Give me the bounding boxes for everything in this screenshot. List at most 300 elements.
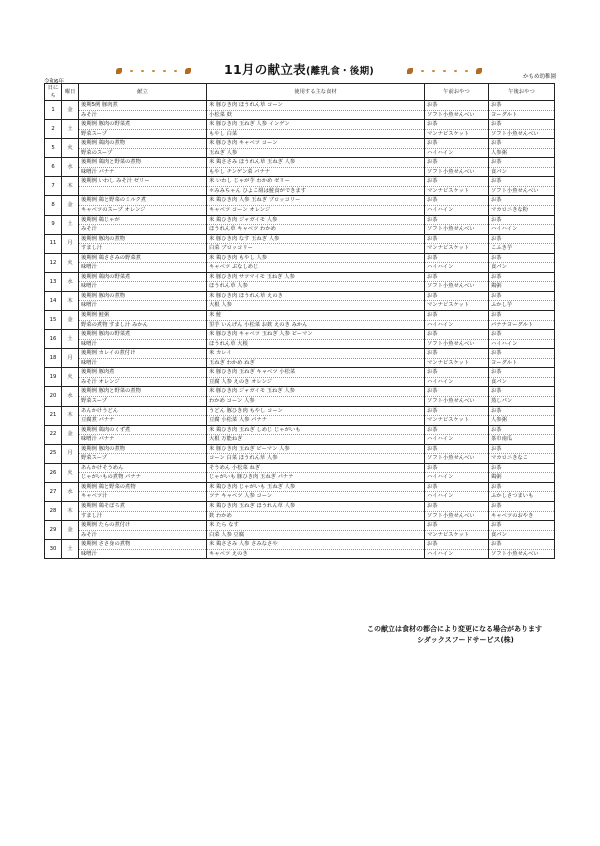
date-cell: 5 <box>45 139 62 158</box>
weekday-cell: 土 <box>62 120 79 139</box>
pm-snack-cell: ハイハイン <box>489 225 555 235</box>
table-row <box>45 234 555 244</box>
table-row <box>45 416 555 426</box>
am-drink-cell: お茶 <box>425 444 489 454</box>
weekday-cell: 木 <box>62 501 79 520</box>
date-cell: 19 <box>45 368 62 387</box>
table-row <box>45 396 555 406</box>
ingredients-side-cell: ほうれん草 大根 <box>207 339 425 349</box>
ingredients-side-cell: コーン 白菜 ほうれん草 人参 <box>207 454 425 464</box>
ingredients-side-cell: 豆腐 人参 えのき オレンジ <box>207 377 425 387</box>
menu-table <box>44 83 555 559</box>
pm-drink-cell: お茶 <box>489 463 555 473</box>
menu-main-cell: 後期例 カレイの煮付け <box>79 349 207 359</box>
am-drink-cell: お茶 <box>425 215 489 225</box>
ingredients-main-cell: 米 豚ひき肉 玉ねぎ 人参 インゲン <box>207 120 425 130</box>
ingredients-main-cell: そうめん 小松菜 ねぎ <box>207 463 425 473</box>
ingredients-side-cell: 大根 万能ねぎ <box>207 435 425 445</box>
table-row <box>45 244 555 254</box>
am-drink-cell: お茶 <box>425 501 489 511</box>
menu-main-cell: 後期例 いわし みそ汁 ゼリー <box>79 177 207 187</box>
pm-drink-cell: お茶 <box>489 215 555 225</box>
am-snack-cell: マンナビスケット <box>425 301 489 311</box>
ingredients-main-cell: 米 鶏ひき肉 じゃがいも 玉ねぎ 人参 <box>207 482 425 492</box>
am-snack-cell: ハイハイン <box>425 320 489 330</box>
table-row <box>45 540 555 550</box>
ingredients-side-cell: キャベツ コーン オレンジ <box>207 206 425 216</box>
ingredients-side-cell: キャベツ えのき <box>207 549 425 559</box>
table-header-row <box>45 84 555 101</box>
ingredients-main-cell: 米 鶏ささみ ほうれん草 玉ねぎ 人参 <box>207 158 425 168</box>
am-snack-cell: ソフト小魚せんべい <box>425 225 489 235</box>
pm-snack-cell: キャベツのおやき <box>489 511 555 521</box>
pm-drink-cell: お茶 <box>489 291 555 301</box>
menu-side-cell: 味噌汁 <box>79 549 207 559</box>
table-row <box>45 272 555 282</box>
table-row <box>45 282 555 292</box>
ingredients-side-cell: 里芋 いんげん 小松菜 お麸 えのき みかん <box>207 320 425 330</box>
pm-drink-cell: お茶 <box>489 349 555 359</box>
weekday-cell: 金 <box>62 196 79 215</box>
date-cell: 11 <box>45 234 62 253</box>
pm-snack-cell: ヨーグルト <box>489 358 555 368</box>
weekday-cell: 水 <box>62 272 79 291</box>
col-am-snack: 午前おやつ <box>425 84 489 101</box>
pm-snack-cell: 鶏粥 <box>489 282 555 292</box>
am-snack-cell: ソフト小魚せんべい <box>425 511 489 521</box>
pm-snack-cell: マカロニきな粉 <box>489 206 555 216</box>
ingredients-side-cell: 玉ねぎ わかめ ねぎ <box>207 358 425 368</box>
am-snack-cell: マンナビスケット <box>425 129 489 139</box>
menu-main-cell: あんかけそうめん <box>79 463 207 473</box>
am-snack-cell: ハイハイン <box>425 377 489 387</box>
table-row <box>45 358 555 368</box>
weekday-cell: 火 <box>62 368 79 387</box>
pm-drink-cell: お茶 <box>489 101 555 111</box>
table-row <box>45 377 555 387</box>
pm-drink-cell: お茶 <box>489 139 555 149</box>
menu-side-cell: 味噌汁 バナナ <box>79 435 207 445</box>
pm-snack-cell: 人参粥 <box>489 416 555 426</box>
title-text: 11月の献立表 <box>223 62 306 77</box>
menu-side-cell: キャベツ汁 <box>79 492 207 502</box>
menu-side-cell: すまし汁 <box>79 244 207 254</box>
leaf-decoration-icon <box>407 66 482 76</box>
date-cell: 14 <box>45 291 62 310</box>
menu-side-cell: 味噌汁 <box>79 263 207 273</box>
table-row <box>45 263 555 273</box>
menu-side-cell: 野菜の煮物 すまし汁 みかん <box>79 320 207 330</box>
table-row <box>45 148 555 158</box>
am-snack-cell: ハイハイン <box>425 206 489 216</box>
date-cell: 8 <box>45 196 62 215</box>
menu-main-cell: 後期例 鶏肉と野菜の煮物 <box>79 158 207 168</box>
table-row <box>45 549 555 559</box>
menu-side-cell: 野菜スープ <box>79 129 207 139</box>
am-drink-cell: お茶 <box>425 311 489 321</box>
pm-snack-cell: バナナヨーグルト <box>489 320 555 330</box>
menu-side-cell: みそ汁 オレンジ <box>79 377 207 387</box>
pm-snack-cell: 食パン <box>489 263 555 273</box>
am-drink-cell: お茶 <box>425 158 489 168</box>
ingredients-main-cell: 米 鶏ひき肉 ジャガイモ 人参 <box>207 215 425 225</box>
ingredients-side-cell: ほうれん草 キャベツ わかめ <box>207 225 425 235</box>
ingredients-main-cell: 米 豚ひき肉 ほうれん草 えのき <box>207 291 425 301</box>
date-cell: 1 <box>45 101 62 120</box>
table-row <box>45 167 555 177</box>
table-row <box>45 320 555 330</box>
change-notice: この献立は食材の都合により変更になる場合があります <box>367 625 542 633</box>
weekday-cell: 月 <box>62 349 79 368</box>
ingredients-main-cell: 米 豚ひき肉 玉ねぎ キャベツ 小松菜 <box>207 368 425 378</box>
table-row <box>45 425 555 435</box>
weekday-cell: 水 <box>62 482 79 501</box>
am-drink-cell: お茶 <box>425 253 489 263</box>
am-drink-cell: お茶 <box>425 463 489 473</box>
ingredients-main-cell: 米 カレイ <box>207 349 425 359</box>
am-drink-cell: お茶 <box>425 196 489 206</box>
table-row <box>45 349 555 359</box>
ingredients-side-cell: 白菜 ブロッコリー <box>207 244 425 254</box>
table-row <box>45 225 555 235</box>
title-subtitle: (離乳食・後期) <box>305 66 375 77</box>
menu-side-cell <box>79 186 207 196</box>
menu-side-cell: キャベツのスープ オレンジ <box>79 206 207 216</box>
am-snack-cell: マンナビスケット <box>425 358 489 368</box>
table-row <box>45 196 555 206</box>
pm-drink-cell: お茶 <box>489 158 555 168</box>
ingredients-main-cell: 米 鮭 <box>207 311 425 321</box>
am-drink-cell: お茶 <box>425 234 489 244</box>
date-cell: 6 <box>45 158 62 177</box>
am-snack-cell: ソフト小魚せんべい <box>425 396 489 406</box>
table-row <box>45 120 555 130</box>
weekday-cell: 火 <box>62 253 79 272</box>
weekday-cell: 土 <box>62 215 79 234</box>
date-cell: 26 <box>45 463 62 482</box>
menu-side-cell: 野菜のスープ <box>79 148 207 158</box>
table-row <box>45 444 555 454</box>
ingredients-side-cell: 豆腐 小松菜 人参 バナナ <box>207 416 425 426</box>
pm-drink-cell: お茶 <box>489 425 555 435</box>
date-cell: 9 <box>45 215 62 234</box>
menu-main-cell: 後期例 豚肉の煮物 <box>79 234 207 244</box>
am-snack-cell: ハイハイン <box>425 263 489 273</box>
ingredients-main-cell: 米 豚ひき肉 サツマイモ 玉ねぎ 人参 <box>207 272 425 282</box>
menu-main-cell: 後期例 豚肉と野菜の煮物 <box>79 387 207 397</box>
table-row <box>45 101 555 111</box>
ingredients-side-cell: ツナ キャベツ 人参 コーン <box>207 492 425 502</box>
weekday-cell: 金 <box>62 521 79 540</box>
am-drink-cell: お茶 <box>425 330 489 340</box>
table-row <box>45 454 555 464</box>
company-name: シダックスフードサービス(株) <box>417 636 514 644</box>
pm-drink-cell: お茶 <box>489 501 555 511</box>
weekday-cell: 月 <box>62 234 79 253</box>
date-cell: 22 <box>45 425 62 444</box>
ingredients-main-cell: 米 豚ひき肉 ほうれん草 コーン <box>207 101 425 111</box>
table-row <box>45 253 555 263</box>
pm-drink-cell: お茶 <box>489 482 555 492</box>
menu-side-cell: 味噌汁 <box>79 301 207 311</box>
pm-snack-cell: ソフト小魚せんべい <box>489 186 555 196</box>
am-drink-cell: お茶 <box>425 482 489 492</box>
menu-main-cell: 後期例 鶏肉のくず煮 <box>79 425 207 435</box>
table-row <box>45 435 555 445</box>
pm-snack-cell: ソフト小魚せんべい <box>489 549 555 559</box>
ingredients-side-cell: じゃがいも 豚ひき肉 玉ねぎ バナナ <box>207 473 425 483</box>
ingredients-main-cell: 米 豚ひき肉 ジャガイモ 玉ねぎ 人参 <box>207 387 425 397</box>
table-row <box>45 492 555 502</box>
ingredients-main-cell: 米 鶏ひき肉 玉ねぎ しめじ じゃがいも <box>207 425 425 435</box>
pm-drink-cell: お茶 <box>489 406 555 416</box>
table-row <box>45 110 555 120</box>
table-row <box>45 206 555 216</box>
date-cell: 30 <box>45 540 62 559</box>
weekday-cell: 火 <box>62 139 79 158</box>
am-snack-cell: マンナビスケット <box>425 416 489 426</box>
table-row <box>45 387 555 397</box>
menu-main-cell: 後期例 たらの煮付け <box>79 521 207 531</box>
menu-side-cell: すまし汁 <box>79 511 207 521</box>
table-row <box>45 139 555 149</box>
menu-side-cell: 野菜スープ <box>79 396 207 406</box>
weekday-cell: 木 <box>62 177 79 196</box>
menu-main-cell: 後期例 鶏肉の野菜煮 <box>79 272 207 282</box>
pm-snack-cell: 人参粥 <box>489 148 555 158</box>
am-snack-cell: ハイハイン <box>425 148 489 158</box>
ingredients-main-cell: 米 たら なす <box>207 521 425 531</box>
am-snack-cell: マンナビスケット <box>425 244 489 254</box>
am-drink-cell: お茶 <box>425 368 489 378</box>
pm-snack-cell: ふかし芋 <box>489 301 555 311</box>
menu-side-cell: 味噌汁 <box>79 339 207 349</box>
am-drink-cell: お茶 <box>425 139 489 149</box>
am-snack-cell: ソフト小魚せんべい <box>425 454 489 464</box>
date-cell: 18 <box>45 349 62 368</box>
pm-drink-cell: お茶 <box>489 177 555 187</box>
ingredients-main-cell: 米 鶏ひき肉 玉ねぎ ほうれん草 人参 <box>207 501 425 511</box>
table-row <box>45 368 555 378</box>
weekday-cell: 金 <box>62 101 79 120</box>
date-cell: 15 <box>45 311 62 330</box>
table-row <box>45 406 555 416</box>
ingredients-main-cell: 米 豚ひき肉 キャベツ 玉ねぎ 人参 ピーマン <box>207 330 425 340</box>
pm-snack-cell: 食パン <box>489 167 555 177</box>
pm-drink-cell: お茶 <box>489 368 555 378</box>
date-cell: 2 <box>45 120 62 139</box>
menu-main-cell: 後期例 鶏肉の煮物 <box>79 139 207 149</box>
pm-drink-cell: お茶 <box>489 120 555 130</box>
date-cell: 7 <box>45 177 62 196</box>
ingredients-main-cell: 米 鶏ささみ 人参 さみなさや <box>207 540 425 550</box>
pm-snack-cell: 鶏粥 <box>489 473 555 483</box>
weekday-cell: 金 <box>62 311 79 330</box>
menu-side-cell: みそ汁 <box>79 225 207 235</box>
ingredients-main-cell: 米 豚ひき肉 なす 玉ねぎ 人参 <box>207 234 425 244</box>
am-drink-cell: お茶 <box>425 101 489 111</box>
pm-drink-cell: お茶 <box>489 253 555 263</box>
ingredients-side-cell: 白菜 人参 豆腐 <box>207 530 425 540</box>
am-snack-cell: ソフト小魚せんべい <box>425 339 489 349</box>
table-row <box>45 530 555 540</box>
date-cell: 16 <box>45 330 62 349</box>
table-row <box>45 339 555 349</box>
footer-note <box>367 624 542 646</box>
ingredients-side-cell: 大根 人参 <box>207 301 425 311</box>
date-cell: 12 <box>45 253 62 272</box>
table-row <box>45 501 555 511</box>
table-row <box>45 330 555 340</box>
pm-snack-cell: ヨーグルト <box>489 110 555 120</box>
am-snack-cell: マンナビスケット <box>425 530 489 540</box>
am-snack-cell: ハイハイン <box>425 492 489 502</box>
table-row <box>45 311 555 321</box>
ingredients-side-cell: 麸 わかめ <box>207 511 425 521</box>
menu-main-cell: 後期例 豚肉の野菜煮 <box>79 120 207 130</box>
date-cell: 20 <box>45 387 62 406</box>
weekday-cell: 木 <box>62 291 79 310</box>
menu-main-cell: 後期例 鶏ささみの野菜煮 <box>79 253 207 263</box>
menu-main-cell: 後期例 鶏と野菜の煮物 <box>79 482 207 492</box>
menu-main-cell: 後期例 鶏じゃが <box>79 215 207 225</box>
am-snack-cell: ソフト小魚せんべい <box>425 167 489 177</box>
am-drink-cell: お茶 <box>425 521 489 531</box>
pm-drink-cell: お茶 <box>489 521 555 531</box>
weekday-cell: 水 <box>62 158 79 177</box>
table-row <box>45 473 555 483</box>
ingredients-main-cell: 米 豚ひき肉 キャベツ コーン <box>207 139 425 149</box>
col-menu: 献立 <box>79 84 207 101</box>
ingredients-main-cell: 米 豚ひき肉 玉ねぎ ピーマン 人参 <box>207 444 425 454</box>
date-cell: 28 <box>45 501 62 520</box>
ingredients-side-cell: もやし 白菜 <box>207 129 425 139</box>
menu-main-cell: 後期例 鶏と野菜のミルク煮 <box>79 196 207 206</box>
era-label: 令和6年 <box>44 79 64 85</box>
am-snack-cell: ハイハイン <box>425 549 489 559</box>
menu-side-cell: みそ汁 <box>79 110 207 120</box>
title-row <box>44 60 554 82</box>
pm-drink-cell: お茶 <box>489 444 555 454</box>
menu-main-cell: 後期例 豚肉の煮物 <box>79 291 207 301</box>
table-row <box>45 291 555 301</box>
date-cell: 13 <box>45 272 62 291</box>
table-row <box>45 215 555 225</box>
menu-main-cell: 後期例 鶏そぼろ煮 <box>79 501 207 511</box>
weekday-cell: 土 <box>62 330 79 349</box>
col-dow: 曜日 <box>62 84 79 101</box>
table-row <box>45 158 555 168</box>
am-snack-cell: マンナビスケット <box>425 186 489 196</box>
menu-main-cell: 後期例 豚肉煮 <box>79 368 207 378</box>
menu-side-cell: 味噌汁 <box>79 358 207 368</box>
table-row <box>45 186 555 196</box>
table-row <box>45 511 555 521</box>
date-cell: 25 <box>45 444 62 463</box>
weekday-cell: 土 <box>62 540 79 559</box>
weekday-cell: 金 <box>62 425 79 444</box>
am-snack-cell: ソフト小魚せんべい <box>425 282 489 292</box>
ingredients-side-cell: 玉ねぎ 人参 <box>207 148 425 158</box>
ingredients-main-cell: うどん 豚ひき肉 もやし コーン <box>207 406 425 416</box>
weekday-cell: 木 <box>62 406 79 425</box>
pm-drink-cell: お茶 <box>489 234 555 244</box>
weekday-cell: 月 <box>62 444 79 463</box>
ingredients-main-cell: 米 いわし じゃが芋 わかめ ゼリー <box>207 177 425 187</box>
menu-main-cell: 後期例 豚肉の野菜煮 <box>79 330 207 340</box>
pm-snack-cell: 蒸しパン <box>489 396 555 406</box>
table-row <box>45 521 555 531</box>
menu-side-cell: 味噌汁 <box>79 282 207 292</box>
ingredients-side-cell: わかめ コーン 人参 <box>207 396 425 406</box>
menu-side-cell: 豆腐煮 バナナ <box>79 416 207 426</box>
am-drink-cell: お茶 <box>425 406 489 416</box>
pm-snack-cell: 食パン <box>489 377 555 387</box>
date-cell: 27 <box>45 482 62 501</box>
table-row <box>45 463 555 473</box>
pm-snack-cell: 食パン <box>489 530 555 540</box>
ingredients-side-cell: キャベツ ぶなしめじ <box>207 263 425 273</box>
am-snack-cell: ハイハイン <box>425 435 489 445</box>
menu-side-cell: 野菜スープ <box>79 454 207 464</box>
am-drink-cell: お茶 <box>425 291 489 301</box>
table-row <box>45 129 555 139</box>
pm-drink-cell: お茶 <box>489 272 555 282</box>
am-drink-cell: お茶 <box>425 387 489 397</box>
pm-snack-cell: ふかしさつまいも <box>489 492 555 502</box>
ingredients-main-cell: 米 鶏ひき肉 人参 玉ねぎ ブロッコリー <box>207 196 425 206</box>
am-drink-cell: お茶 <box>425 349 489 359</box>
menu-main-cell: 後期例 鮭粥 <box>79 311 207 321</box>
am-drink-cell: お茶 <box>425 120 489 130</box>
menu-main-cell: 後期例 ささ身の煮物 <box>79 540 207 550</box>
ingredients-side-cell: もやし チンゲン菜 バナナ <box>207 167 425 177</box>
menu-main-cell: 後期5例 豚肉煮 <box>79 101 207 111</box>
pm-snack-cell: こふき芋 <box>489 244 555 254</box>
col-pm-snack: 午後おやつ <box>489 84 555 101</box>
pm-snack-cell: ハイハイン <box>489 339 555 349</box>
school-name: かもめ幼稚園 <box>522 74 556 80</box>
ingredients-side-cell: ほうれん草 人参 <box>207 282 425 292</box>
am-drink-cell: お茶 <box>425 425 489 435</box>
table-row <box>45 177 555 187</box>
pm-drink-cell: お茶 <box>489 311 555 321</box>
am-snack-cell: ハイハイン <box>425 473 489 483</box>
am-snack-cell: ソフト小魚せんべい <box>425 110 489 120</box>
menu-main-cell: あんかけうどん <box>79 406 207 416</box>
ingredients-side-cell: ＊みみちゃん ひよこ組は鮭食ができます <box>207 186 425 196</box>
menu-side-cell: みそ汁 <box>79 530 207 540</box>
pm-drink-cell: お茶 <box>489 387 555 397</box>
pm-snack-cell: 茶巾南瓜 <box>489 435 555 445</box>
pm-snack-cell: ソフト小魚せんべい <box>489 129 555 139</box>
am-drink-cell: お茶 <box>425 540 489 550</box>
date-cell: 29 <box>45 521 62 540</box>
pm-snack-cell: マカロニきなこ <box>489 454 555 464</box>
menu-main-cell: 後期例 豚肉の煮物 <box>79 444 207 454</box>
date-cell: 21 <box>45 406 62 425</box>
pm-drink-cell: お茶 <box>489 196 555 206</box>
weekday-cell: 水 <box>62 387 79 406</box>
ingredients-side-cell: 小松菜 麸 <box>207 110 425 120</box>
weekday-cell: 火 <box>62 463 79 482</box>
menu-body <box>45 101 555 559</box>
pm-drink-cell: お茶 <box>489 540 555 550</box>
table-row <box>45 301 555 311</box>
pm-drink-cell: お茶 <box>489 330 555 340</box>
ingredients-main-cell: 米 鶏ひき肉 もやし 人参 <box>207 253 425 263</box>
menu-side-cell: 味噌汁 バナナ <box>79 167 207 177</box>
